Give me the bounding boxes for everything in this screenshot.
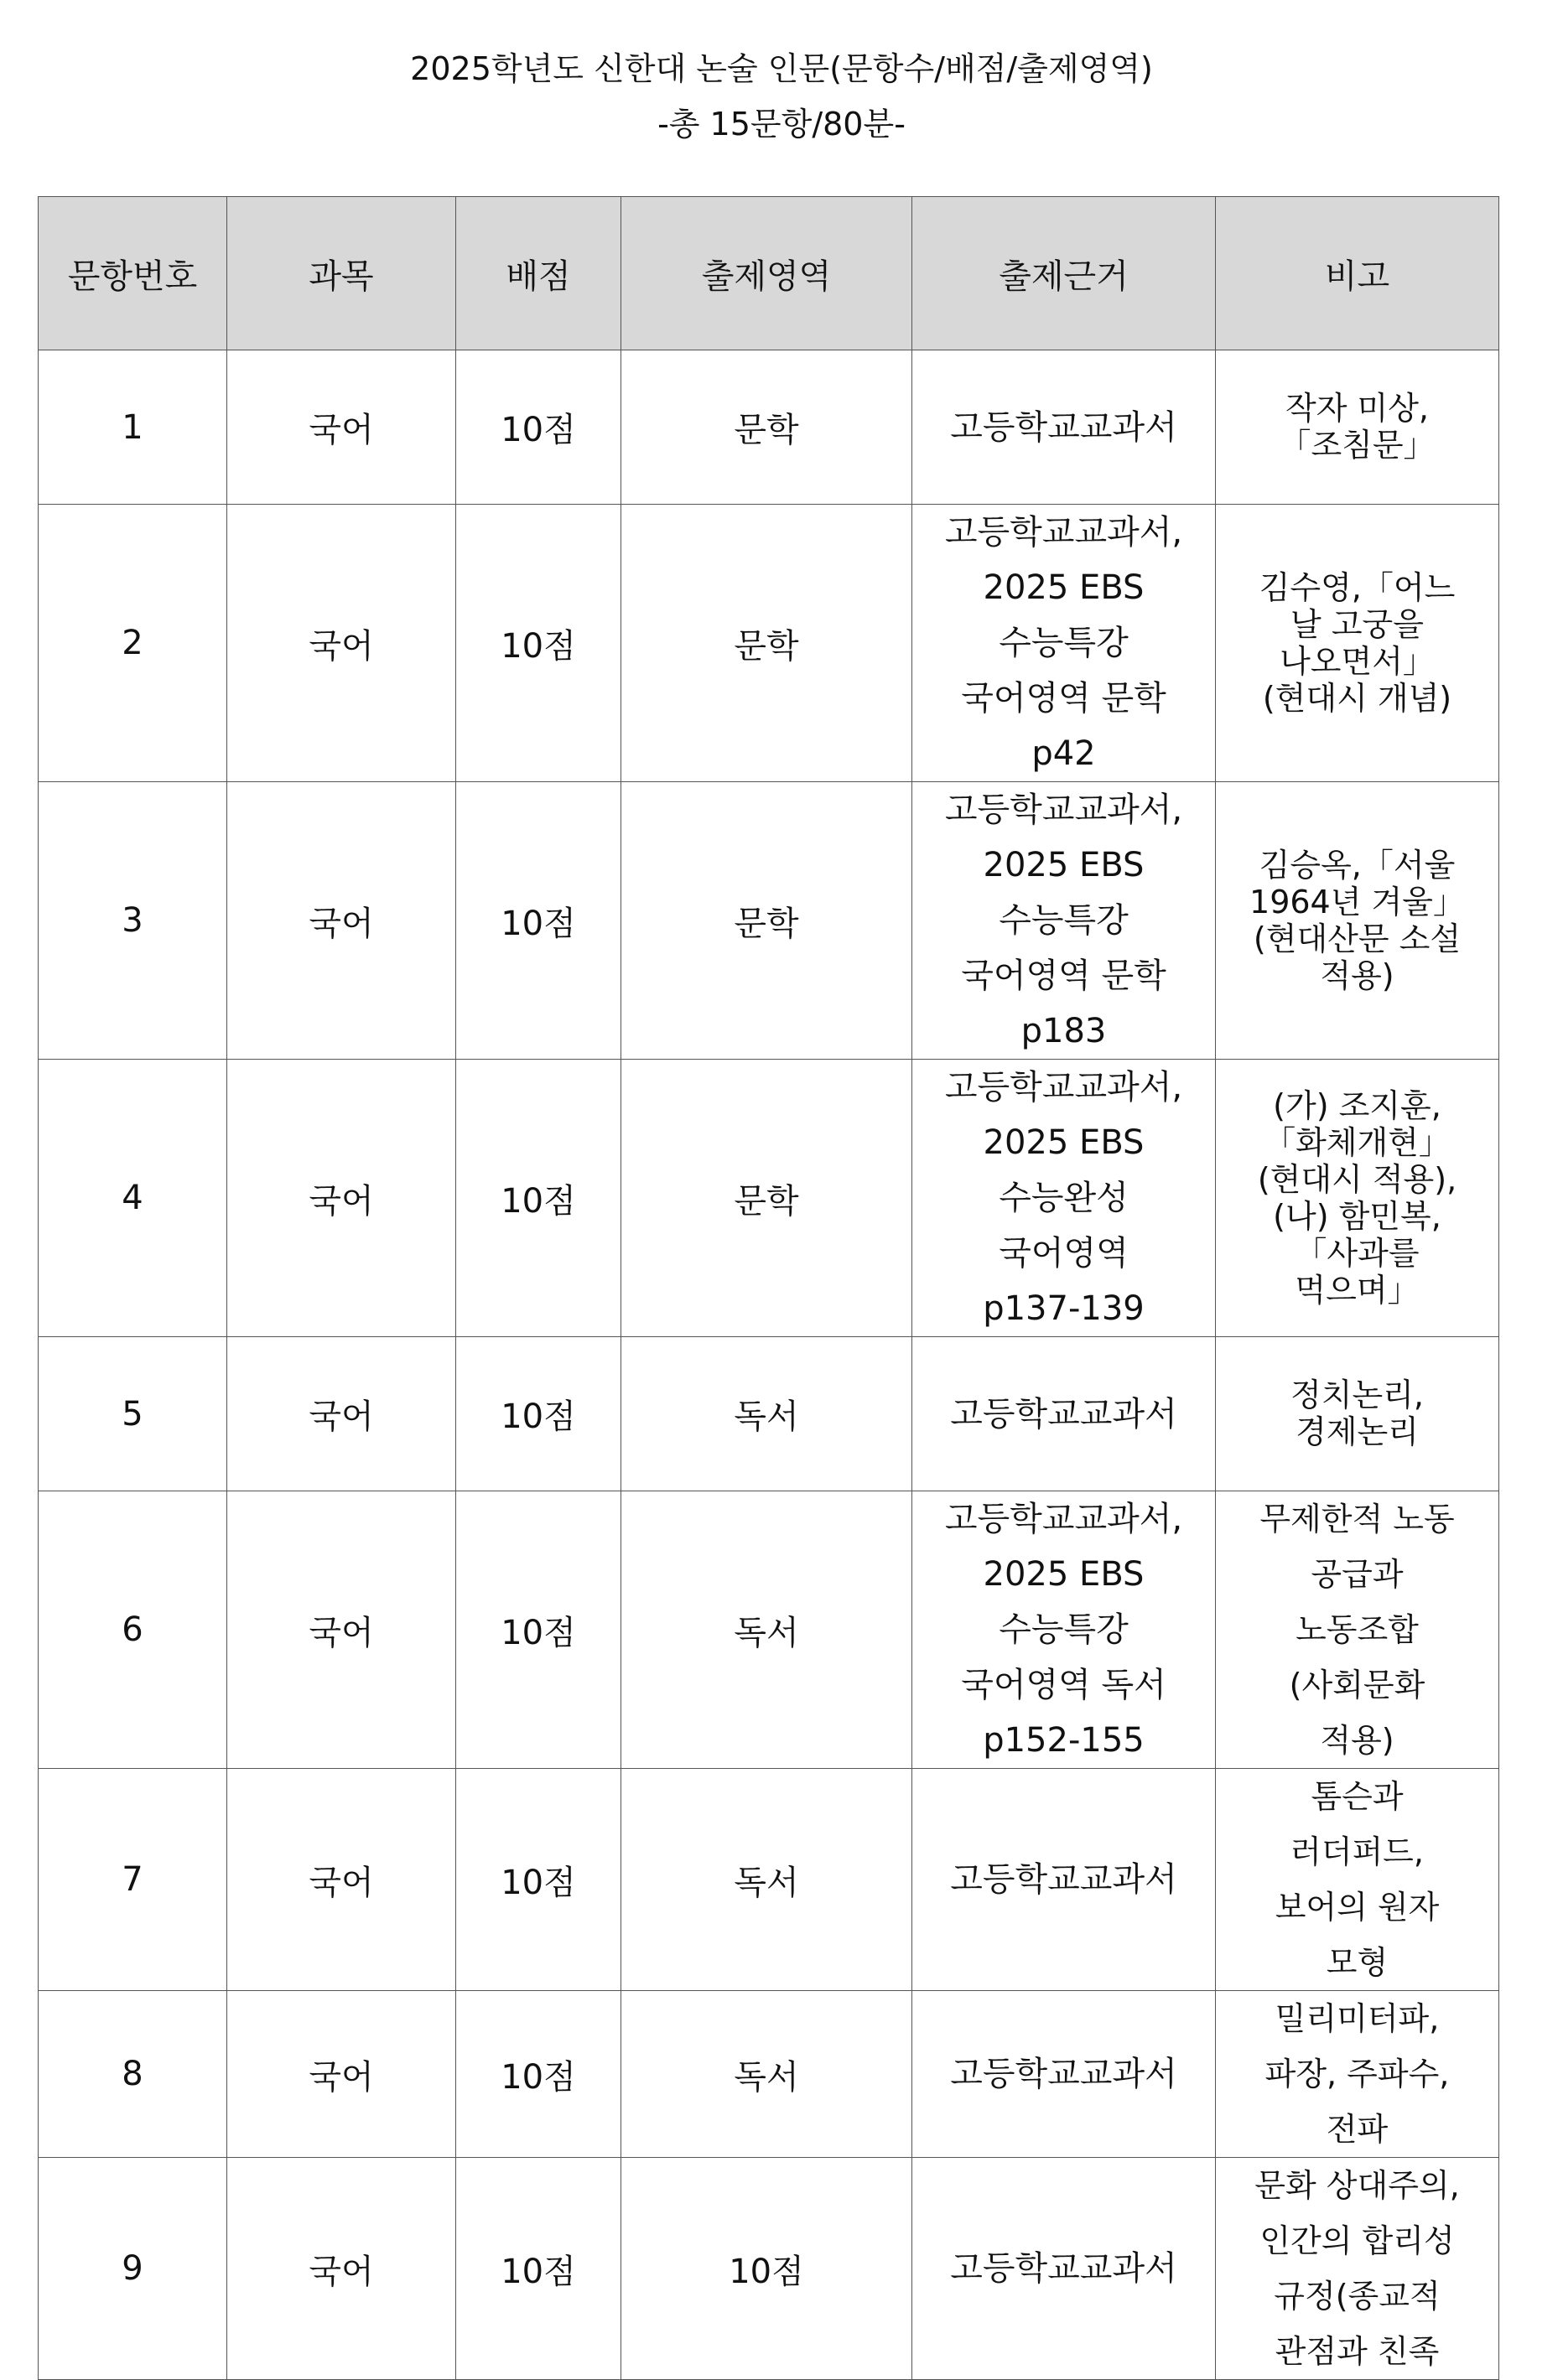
note-line: 톰슨과 <box>1311 1778 1404 1815</box>
basis-line: 수능특강 <box>999 901 1129 940</box>
cell-area: 독서 <box>621 1491 912 1769</box>
cell-note <box>1216 1991 1499 2158</box>
cell-question-number: 7 <box>39 1769 227 1991</box>
table-row <box>39 505 1499 782</box>
cell-area: 독서 <box>621 1337 912 1491</box>
cell-note <box>1216 2158 1499 2380</box>
note-line: 공급과 <box>1311 1556 1404 1593</box>
basis-line: 고등학교교과서 <box>950 1394 1177 1434</box>
basis-line: 국어영역 문학 <box>961 679 1166 718</box>
basis-line: p183 <box>1020 1012 1107 1050</box>
cell-subject: 국어 <box>227 1060 456 1337</box>
note-line: 「조침문」 <box>1279 427 1436 464</box>
note-line: 러더퍼드, <box>1290 1833 1424 1870</box>
cell-note <box>1216 782 1499 1060</box>
note-line: 1964년 겨울」 <box>1249 883 1465 920</box>
cell-subject: 국어 <box>227 1491 456 1769</box>
cell-area: 문학 <box>621 350 912 505</box>
basis-line: 국어영역 문학 <box>961 957 1166 995</box>
note-line: 작자 미상, <box>1285 390 1429 427</box>
cell-question-number: 9 <box>39 2158 227 2380</box>
cell-note <box>1216 1769 1499 1991</box>
document-title <box>0 50 1563 143</box>
cell-basis <box>912 1337 1216 1491</box>
note-line: 규정(종교적 <box>1274 2278 1441 2315</box>
note-line: 김수영,「어느 <box>1259 568 1456 606</box>
table-row <box>39 1491 1499 1769</box>
note-line: (현대시 개념) <box>1262 679 1452 717</box>
cell-question-number: 3 <box>39 782 227 1060</box>
cell-note <box>1216 1337 1499 1491</box>
basis-line: p137-139 <box>983 1289 1145 1328</box>
cell-area: 문학 <box>621 782 912 1060</box>
cell-note <box>1216 1491 1499 1769</box>
note-line: 나오면서」 <box>1280 642 1435 680</box>
note-line: 경제논리 <box>1296 1413 1419 1450</box>
cell-subject: 국어 <box>227 2158 456 2380</box>
header-basis: 출제근거 <box>912 197 1216 350</box>
basis-line: 수능완성 <box>999 1179 1129 1217</box>
note-line: 전파 <box>1326 2111 1389 2148</box>
cell-note <box>1216 350 1499 505</box>
cell-area: 문학 <box>621 1060 912 1337</box>
cell-score: 10점 <box>456 1769 621 1991</box>
basis-line: 고등학교교과서 <box>950 1860 1177 1899</box>
cell-question-number: 6 <box>39 1491 227 1769</box>
header-subject: 과목 <box>227 197 456 350</box>
note-line: 먹으며」 <box>1295 1271 1420 1309</box>
cell-question-number: 1 <box>39 350 227 505</box>
basis-line: p42 <box>1031 734 1096 773</box>
basis-line: 국어영역 <box>999 1234 1129 1273</box>
cell-basis <box>912 1769 1216 1991</box>
cell-subject: 국어 <box>227 505 456 782</box>
cell-question-number: 8 <box>39 1991 227 2158</box>
table-row <box>39 1337 1499 1491</box>
cell-question-number: 4 <box>39 1060 227 1337</box>
basis-line: 고등학교교과서, <box>944 791 1183 829</box>
cell-basis <box>912 505 1216 782</box>
note-line: 모형 <box>1326 1944 1389 1981</box>
cell-question-number: 2 <box>39 505 227 782</box>
cell-area: 10점 <box>621 2158 912 2380</box>
cell-score: 10점 <box>456 505 621 782</box>
cell-basis <box>912 782 1216 1060</box>
note-line: (사회문화 <box>1289 1667 1425 1703</box>
cell-score: 10점 <box>456 1060 621 1337</box>
note-line: 인간의 합리성 <box>1259 2222 1455 2259</box>
note-line: (현대시 적용), <box>1257 1160 1457 1198</box>
cell-basis <box>912 350 1216 505</box>
cell-score: 10점 <box>456 1491 621 1769</box>
cell-area: 독서 <box>621 1991 912 2158</box>
basis-line: 고등학교교과서 <box>950 2055 1177 2093</box>
note-line: 날 고궁을 <box>1290 605 1424 643</box>
cell-score: 10점 <box>456 1991 621 2158</box>
header-note: 비고 <box>1216 197 1499 350</box>
basis-line: p152-155 <box>983 1721 1145 1760</box>
basis-line: 2025 EBS <box>983 846 1145 884</box>
note-line: 보어의 원자 <box>1275 1889 1440 1926</box>
basis-line: 고등학교교과서, <box>944 1068 1183 1107</box>
table-row <box>39 2158 1499 2380</box>
table-row <box>39 1769 1499 1991</box>
cell-subject: 국어 <box>227 1337 456 1491</box>
basis-line: 2025 EBS <box>983 568 1145 607</box>
cell-score: 10점 <box>456 782 621 1060</box>
cell-basis <box>912 1491 1216 1769</box>
cell-score: 10점 <box>456 350 621 505</box>
cell-area: 독서 <box>621 1769 912 1991</box>
note-line: 문화 상대주의, <box>1254 2167 1460 2204</box>
note-line: 노동조합 <box>1296 1611 1419 1648</box>
cell-subject: 국어 <box>227 1769 456 1991</box>
note-line: 「화체개현」 <box>1264 1123 1451 1161</box>
title-line-2: -총 15문항/80분- <box>657 106 906 143</box>
basis-line: 2025 EBS <box>983 1555 1145 1594</box>
table-row <box>39 350 1499 505</box>
cell-note <box>1216 505 1499 782</box>
note-line: 정치논리, <box>1290 1377 1424 1413</box>
basis-line: 2025 EBS <box>983 1123 1145 1162</box>
table-header-row <box>39 197 1499 350</box>
cell-basis <box>912 1991 1216 2158</box>
basis-line: 고등학교교과서 <box>950 2249 1177 2288</box>
table-row <box>39 1060 1499 1337</box>
note-line: 밀리미터파, <box>1275 2000 1440 2037</box>
header-score: 배점 <box>456 197 621 350</box>
basis-line: 고등학교교과서, <box>944 1500 1183 1538</box>
note-line: 무제한적 노동 <box>1259 1501 1455 1537</box>
note-line: 김승옥,「서울 <box>1259 846 1456 884</box>
note-line: (나) 함민복, <box>1273 1197 1441 1235</box>
header-area: 출제영역 <box>621 197 912 350</box>
cell-subject: 국어 <box>227 1991 456 2158</box>
basis-line: 국어영역 독서 <box>961 1666 1166 1704</box>
cell-area: 문학 <box>621 505 912 782</box>
cell-score: 10점 <box>456 2158 621 2380</box>
cell-subject: 국어 <box>227 350 456 505</box>
basis-line: 고등학교교과서, <box>944 513 1183 552</box>
basis-line: 수능특강 <box>999 1610 1129 1649</box>
note-line: 적용) <box>1320 1722 1394 1759</box>
basis-line: 고등학교교과서 <box>950 407 1177 447</box>
note-line: 적용) <box>1320 957 1394 994</box>
cell-score: 10점 <box>456 1337 621 1491</box>
cell-subject: 국어 <box>227 782 456 1060</box>
note-line: 관점과 친족 <box>1275 2333 1440 2370</box>
note-line: (현대산문 소설 <box>1253 920 1462 957</box>
basis-line: 수능특강 <box>999 624 1129 662</box>
cell-note <box>1216 1060 1499 1337</box>
header-question-number: 문항번호 <box>39 197 227 350</box>
cell-basis <box>912 2158 1216 2380</box>
table-row <box>39 1991 1499 2158</box>
title-line-1: 2025학년도 신한대 논술 인문(문항수/배점/출제영역) <box>410 50 1153 87</box>
note-line: 파장, 주파수, <box>1264 2056 1450 2092</box>
exam-table <box>38 196 1499 2380</box>
note-line: (가) 조지훈, <box>1273 1086 1441 1124</box>
note-line: 「사과를 <box>1295 1234 1420 1272</box>
table-row <box>39 782 1499 1060</box>
cell-question-number: 5 <box>39 1337 227 1491</box>
cell-basis <box>912 1060 1216 1337</box>
